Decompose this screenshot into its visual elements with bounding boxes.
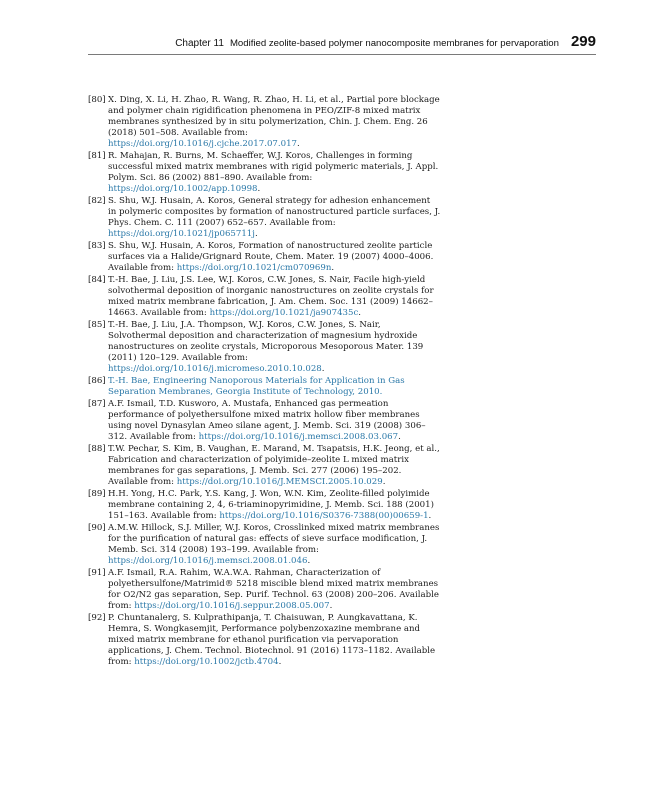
reference-link[interactable]: https://doi.org/10.1021/cm070969n — [176, 263, 332, 273]
reference-tail: . — [358, 308, 362, 318]
reference-item — [88, 523, 441, 567]
reference-item — [88, 444, 441, 488]
reference-text: T.-H. Bae, J. Liu, J.S. Lee, W.J. Koros, C.W. Jones, S. Nair, Facile high-yield solvothermal deposition of inorganic nanostructures on zeolite crystals for mixed matrix membrane fabrication, J. Am. Chem. Soc. 131 (2009) 14662–14663. Available from: — [108, 275, 434, 318]
reference-text: A.M.W. Hillock, S.J. Miller, W.J. Koros, Crosslinked mixed matrix membranes for the purification of natural gas: effects of sieve surface modification, J. Memb. Sci. 314 (2008) 193–199. Available from: — [108, 523, 440, 555]
reference-tail: . — [329, 601, 333, 611]
reference-text: S. Shu, W.J. Husain, A. Koros, General strategy for adhesion enhancement in polymeric composites by formation of nanostructured particle surfaces, J. Phys. Chem. C. 111 (2007) 652–657. Available from: — [108, 196, 441, 228]
reference-link[interactable]: https://doi.org/10.1002/app.10998 — [108, 184, 258, 194]
reference-text: H.H. Yong, H.C. Park, Y.S. Kang, J. Won, W.N. Kim, Zeolite-filled polyimide membrane containing 2, 4, 6-triaminopyrimidine, J. Memb. Sci. 188 (2001) 151–163. Available from: — [108, 489, 434, 521]
reference-link[interactable]: https://doi.org/10.1016/j.micromeso.2010.10.028 — [108, 364, 322, 374]
reference-tail: . — [254, 229, 258, 239]
reference-number: [81] — [88, 151, 106, 161]
reference-text: A.F. Ismail, R.A. Rahim, W.A.W.A. Rahman, Characterization of polyethersulfone/Matrimid® 5218 miscible blend mixed matrix membranes for O2/N2 gas separation, Sep. Purif. Technol. 63 (2008) 200–206. Available from: — [108, 568, 440, 611]
chapter-title: Modified zeolite-based polymer nanocomposite membranes for pervaporation — [229, 38, 559, 49]
reference-link[interactable]: https://doi.org/10.1002/jctb.4704 — [134, 657, 279, 667]
reference-item — [88, 613, 441, 668]
reference-number: [84] — [88, 275, 106, 285]
reference-tail: . — [382, 477, 386, 487]
reference-link[interactable]: https://doi.org/10.1016/S0376-7388(00)00659-1 — [219, 511, 429, 521]
reference-number: [86] — [88, 376, 106, 386]
reference-link[interactable]: T.-H. Bae, Engineering Nanoporous Materials for Application in Gas Separation Membranes, Georgia Institute of Technology, 2010 — [108, 376, 405, 397]
reference-number: [87] — [88, 399, 106, 409]
reference-item — [88, 399, 441, 443]
reference-tail: . — [278, 657, 282, 667]
reference-text: S. Shu, W.J. Husain, A. Koros, Formation of nanostructured zeolite particle surfaces via a Halide/Grignard Route, Chem. Mater. 19 (2007) 4000–4006. Available from: — [108, 241, 434, 273]
reference-number: [89] — [88, 489, 106, 499]
reference-list — [88, 95, 441, 669]
reference-item — [88, 196, 441, 240]
reference-tail: . — [331, 263, 335, 273]
reference-number: [83] — [88, 241, 106, 251]
reference-item — [88, 241, 441, 274]
reference-item — [88, 275, 441, 319]
reference-tail: . — [297, 139, 300, 149]
reference-item — [88, 376, 441, 398]
reference-number: [82] — [88, 196, 106, 206]
reference-item — [88, 320, 441, 375]
reference-item — [88, 151, 441, 195]
reference-tail: . — [257, 184, 261, 194]
reference-number: [80] — [88, 95, 106, 105]
reference-link[interactable]: https://doi.org/10.1016/j.memsci.2008.01.046 — [108, 556, 308, 566]
running-header — [88, 33, 596, 55]
reference-text: X. Ding, X. Li, H. Zhao, R. Wang, R. Zhao, H. Li, et al., Partial pore blockage and polymer chain rigidification phenomena in PEO/ZIF-8 mixed matrix membranes synthesized by in situ polymerization, Chin. J. Chem. Eng. 26 (2018) 501–508. Available from: — [108, 95, 440, 138]
reference-number: [88] — [88, 444, 106, 454]
reference-number: [90] — [88, 523, 106, 533]
reference-text: T.W. Pechar, S. Kim, B. Vaughan, E. Marand, M. Tsapatsis, H.K. Jeong, et al., Fabrication and characterization of polyimide–zeolite L mixed matrix membranes for gas separations, J. Memb. Sci. 277 (2006) 195–202. Available from: — [108, 444, 440, 487]
reference-text: R. Mahajan, R. Burns, M. Schaeffer, W.J. Koros, Challenges in forming successful mixed matrix membranes with rigid polymeric materials, J. Appl. Polym. Sci. 86 (2002) 881–890. Available from: — [108, 151, 439, 183]
reference-tail: . — [307, 556, 311, 566]
reference-item — [88, 95, 441, 150]
reference-text: T.-H. Bae, J. Liu, J.A. Thompson, W.J. Koros, C.W. Jones, S. Nair, Solvothermal deposition and characterization of magnesium hydroxide nanostructures on zeolite crystals, Microporous Mesoporous Mater. 139 (2011) 120–129. Available from: — [108, 320, 424, 363]
reference-tail: . — [321, 364, 325, 374]
reference-number: [91] — [88, 568, 106, 578]
reference-item — [88, 489, 441, 522]
reference-number: [85] — [88, 320, 106, 330]
reference-link[interactable]: https://doi.org/10.1021/jp065711j — [108, 229, 255, 239]
reference-tail: . — [398, 432, 401, 442]
reference-text: A.F. Ismail, T.D. Kusworo, A. Mustafa, Enhanced gas permeation performance of polyethersulfone mixed matrix hollow fiber membranes using novel Dynasylan Ameo silane agent, J. Memb. Sci. 319 (2008) 306–312. Available from: — [108, 399, 426, 442]
reference-item — [88, 568, 441, 612]
reference-link[interactable]: https://doi.org/10.1016/j.cjche.2017.07.017 — [108, 139, 298, 149]
chapter-label: Chapter 11 — [175, 38, 224, 49]
reference-link[interactable]: https://doi.org/10.1016/J.MEMSCI.2005.10.029 — [176, 477, 383, 487]
reference-link[interactable]: https://doi.org/10.1016/j.seppur.2008.05.007 — [134, 601, 330, 611]
reference-link[interactable]: https://doi.org/10.1016/j.memsci.2008.03.067 — [198, 432, 399, 442]
reference-number: [92] — [88, 613, 106, 623]
reference-link[interactable]: https://doi.org/10.1021/ja907435c — [209, 308, 359, 318]
reference-tail: . — [379, 387, 383, 397]
reference-text: P. Chuntanalerg, S. Kulprathipanja, T. Chaisuwan, P. Aungkavattana, K. Hemra, S. Wongkasemjit, Performance polybenzoxazine membrane and mixed matrix membrane for ethanol purification via pervaporation applications, J. Chem. Technol. Biotechnol. 91 (2016) 1173–1182. Available from: — [108, 613, 436, 667]
reference-tail: . — [428, 511, 432, 521]
page-number: 299 — [570, 33, 596, 50]
